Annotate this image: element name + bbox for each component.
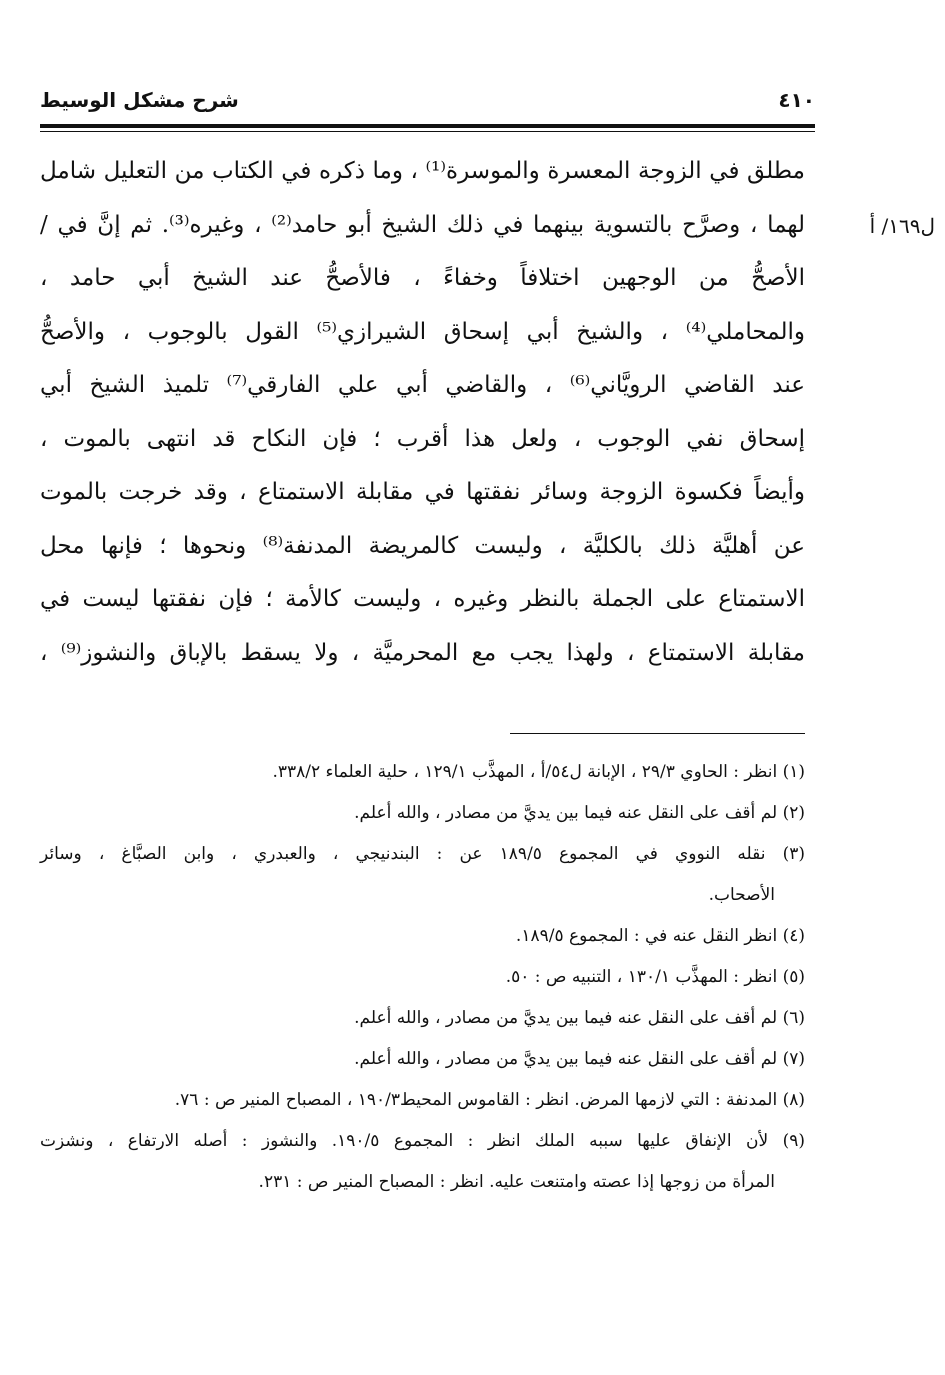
footnote: (١) انظر : الحاوي ٢٩/٣ ، الإبانة ل٥٤/أ ، المهذَّب ١٢٩/١ ، حلية العلماء ٣٣٨/٢.: [272, 762, 805, 782]
footnote: (٣) نقله النووي في المجموع ١٨٩/٥ عن : البندنيجي ، والعبدري ، وابن الصبَّاغ ، وسائر: [40, 844, 805, 864]
main-text: [40, 145, 805, 680]
running-header: [40, 88, 815, 122]
footnote-separator: [510, 733, 805, 734]
body-line: مطلق في الزوجة المعسرة والموسرة⁽¹⁾ ، وما ذكره في الكتاب من التعليل شامل: [40, 158, 805, 184]
running-title: شرح مشكل الوسيط: [40, 88, 239, 112]
body-line: لهما ، وصرَّح بالتسوية بينهما في ذلك الشيخ أبو حامد⁽²⁾ ، وغيره⁽³⁾. ثم إنَّ في /: [40, 211, 805, 238]
footnote-continuation: الأصحاب.: [708, 885, 775, 905]
footnote: (٤) انظر النقل عنه في : المجموع ١٨٩/٥.: [515, 926, 805, 946]
body-line: الأصحُّ من الوجهين اختلافاً وخفاءً ، فالأصحُّ عند الشيخ أبي حامد ،: [40, 265, 805, 291]
footnote: (٥) انظر : المهذَّب ١٣٠/١ ، التنبيه ص : ٥٠.: [505, 967, 805, 987]
body-line: والمحاملي⁽⁴⁾ ، والشيخ أبي إسحاق الشيرازي⁽⁵⁾ القول بالوجوب ، والأصحُّ: [40, 318, 805, 345]
page-number: ٤١٠: [778, 88, 815, 112]
body-line: إسحاق نفي الوجوب ، ولعل هذا أقرب ؛ فإن النكاح قد انتهى بالموت ،: [40, 425, 805, 452]
body-line: وأيضاً فكسوة الزوجة وسائر نفقتها في مقابلة الاستمتاع ، وقد خرجت بالموت: [40, 479, 805, 505]
body-line: الاستمتاع على الجملة بالنظر وغيره ، وليست كالأمة ؛ فإن نفقتها ليست في: [40, 586, 805, 612]
footnote: (٩) لأن الإنفاق عليها سببه الملك انظر : المجموع ١٩٠/٥. والنشوز : أصله الارتفاع ، ونشزت: [40, 1131, 805, 1151]
manuscript-folio-marker: ل١٦٩/ أ: [869, 214, 935, 238]
body-line: عند القاضي الرويَّاني⁽⁶⁾ ، والقاضي أبي علي الفارقي⁽⁷⁾ تلميذ الشيخ أبي: [40, 372, 805, 398]
footnotes: [40, 752, 805, 1203]
footnote: (٨) المدنفة : التي لازمها المرض. انظر : القاموس المحيط١٩٠/٣ ، المصباح المنير ص : ٧٦.: [174, 1090, 805, 1110]
footnote: (٧) لم أقف على النقل عنه فيما بين يديَّ من مصادر ، والله أعلم.: [354, 1049, 805, 1069]
header-rule-thick: [40, 124, 815, 128]
header-rule-thin: [40, 131, 815, 132]
footnote: (٢) لم أقف على النقل عنه فيما بين يديَّ من مصادر ، والله أعلم.: [354, 803, 805, 823]
footnote: (٦) لم أقف على النقل عنه فيما بين يديَّ من مصادر ، والله أعلم.: [354, 1008, 805, 1028]
body-line: عن أهليَّة ذلك بالكليَّة ، وليست كالمريضة المدنفة⁽⁸⁾ ونحوها ؛ فإنها محل: [40, 532, 805, 559]
body-line: مقابلة الاستمتاع ، ولهذا يجب مع المحرميَّة ، ولا يسقط بالإباق والنشوز⁽⁹⁾ ،: [40, 639, 805, 666]
footnote-continuation: المرأة من زوجها إذا عصته وامتنعت عليه. انظر : المصباح المنير ص : ٢٣١.: [258, 1172, 775, 1192]
